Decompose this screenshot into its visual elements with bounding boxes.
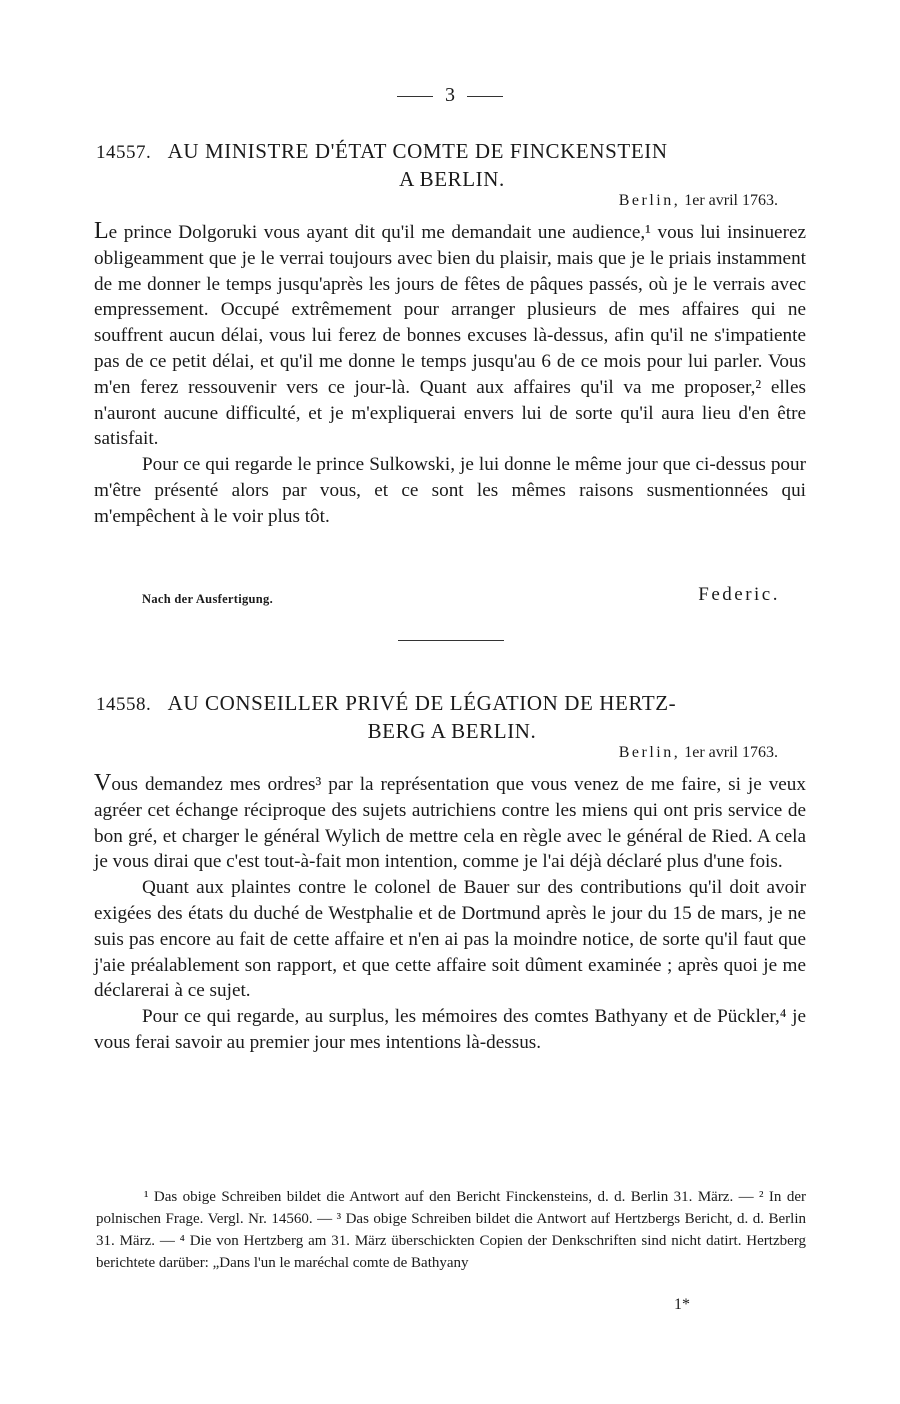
dash-left xyxy=(397,96,433,97)
footnote-text: ¹ Das obige Schreiben bildet die Antwort auf den Bericht Finckensteins, d. d. Berlin 31. März. — ² In der polnischen Frage. Vergl. Nr. 14560. — ³ Das obige Schreiben bildet die Antwort auf Hertzbergs Bericht, d. d. Berlin 31. März. — ⁴ Die von Hertzberg am 31. März überschickten Copien der Denkschriften sind nicht datirt. Hertzberg berichtete darüber: „Dans l'un le maréchal comte de Bathyany xyxy=(96,1189,806,1271)
letter-title-line1: AU MINISTRE D'ÉTAT COMTE DE FINCKENSTEIN xyxy=(167,139,668,163)
letter-title-line2: BERG A BERLIN. xyxy=(367,719,537,743)
letter-heading-14557 xyxy=(96,138,808,192)
paragraph-text: ous demandez mes ordres³ par la représentation que vous venez de me faire, si je veux agréer cet échange réciproque des sujets autrichiens contre les miens qui ont pris service de bon gré, et charger le général Wylich de mettre cela en règle avec le général de Ried. A cela je vous dirai que c'est tout-à-fait mon intention, comme je l'ai déjà déclaré plus d'une fois. xyxy=(94,774,806,873)
letter-date: 1er avril 1763. xyxy=(684,192,778,209)
letter-body-14557 xyxy=(94,219,806,530)
paragraph xyxy=(94,771,806,875)
letter-place: Berlin, xyxy=(618,744,681,761)
letter-date: 1er avril 1763. xyxy=(684,744,778,761)
letter-title-line2: A BERLIN. xyxy=(399,167,505,191)
initial-letter: V xyxy=(94,770,112,796)
letter-body-14558 xyxy=(94,771,806,1056)
letter-place: Berlin, xyxy=(618,192,681,209)
paragraph-text: Quant aux plaintes contre le colonel de Bauer sur des contributions qu'il doit avoir exigées des états du duché de Westphalie et de Dortmund après le jour du 15 de mars, je ne suis pas encore au fait de cette affaire et n'en ai pas la moindre notice, de sorte qu'il faut que j'aie préalablement son rapport, et que cette affaire soit dûment examinée ; après quoi je me déclarerai à ce sujet. xyxy=(94,877,806,1002)
separator-rule xyxy=(398,640,504,641)
initial-letter: L xyxy=(94,218,109,244)
footnotes xyxy=(96,1186,806,1274)
dash-right xyxy=(467,96,503,97)
letter-heading-14558 xyxy=(96,690,808,744)
letter-title-line1: AU CONSEILLER PRIVÉ DE LÉGATION DE HERTZ- xyxy=(167,691,677,715)
paragraph xyxy=(94,452,806,529)
letter-number: 14558. xyxy=(96,694,152,715)
paragraph-text: Pour ce qui regarde le prince Sulkowski, je lui donne le même jour que ci-dessus pour m'être présenté alors par vous, et ce sont les mêmes raisons susmentionnées qui m'empêchent à le voir plus tôt. xyxy=(94,454,806,527)
paragraph xyxy=(94,219,806,452)
paragraph-text: e prince Dolgoruki vous ayant dit qu'il me demandait une audience,¹ vous lui insinuerez obligeamment que je le verrai toujours avec bien du plaisir, mais que je le priais instamment de me donner le temps jusqu'après les jours de fêtes de pâques passés, où je le verrais avec empressement. Occupé extrêmement pour arranger plusieurs de mes affaires qui ne souffrent aucun délai, vous lui ferez de bonnes excuses là-dessus, afin qu'il ne s'impatiente pas de ce petit délai, et qu'il me donne le temps jusqu'au 6 de ce mois pour lui parler. Vous m'en ferez ressouvenir vers ce jour-là. Quant aux affaires qu'il va me proposer,² elles n'auront aucune difficulté, et je m'expliquerai envers lui de sorte qu'il aura lieu d'en être satisfait. xyxy=(94,222,806,450)
signature: Federic. xyxy=(698,584,780,605)
page-number: 3 xyxy=(445,84,455,106)
page-number-line xyxy=(0,84,900,107)
paragraph xyxy=(94,875,806,1004)
source-note: Nach der Ausfertigung. xyxy=(142,592,274,606)
paragraph-text: Pour ce qui regarde, au surplus, les mémoires des comtes Bathyany et de Pückler,⁴ je vous ferai savoir au premier jour mes intentions là-dessus. xyxy=(94,1006,806,1053)
letter-number: 14557. xyxy=(96,142,152,163)
letter-dateline xyxy=(619,192,778,210)
letter-dateline xyxy=(619,744,778,762)
paragraph xyxy=(94,1004,806,1056)
sheet-signature-mark: 1* xyxy=(674,1296,690,1313)
